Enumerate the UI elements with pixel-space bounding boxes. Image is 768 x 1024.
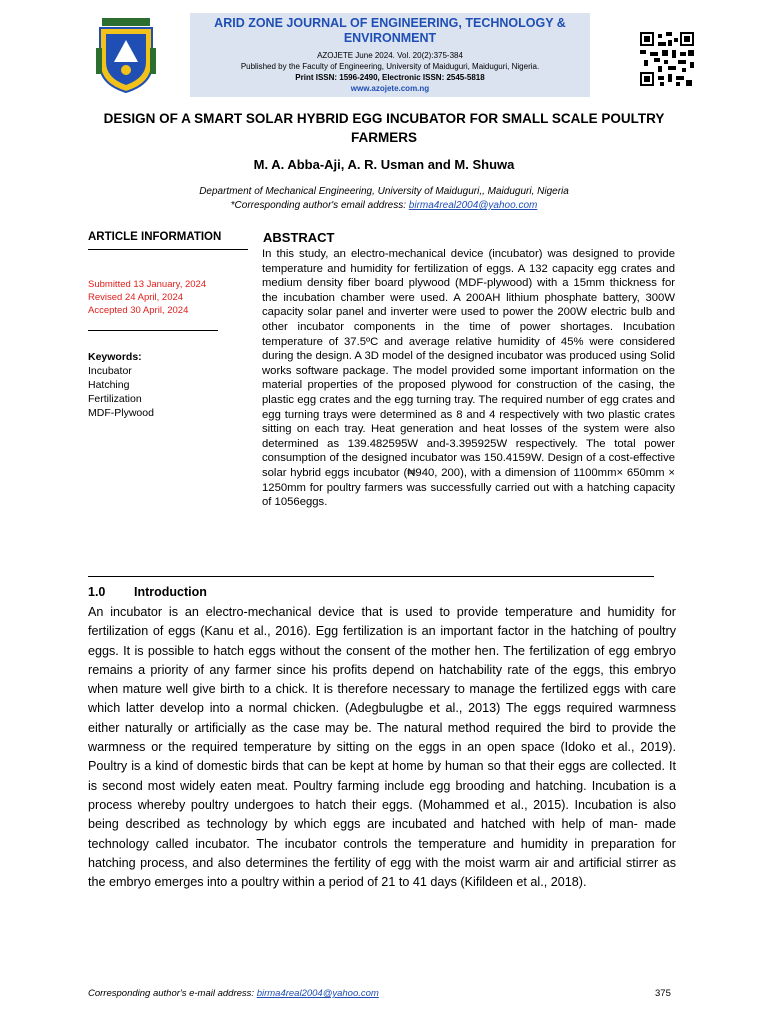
- introduction-heading: [88, 585, 207, 599]
- footer-email-link[interactable]: birma4real2004@yahoo.com: [256, 988, 379, 999]
- submitted-date: Submitted 13 January, 2024: [88, 279, 207, 290]
- journal-name: ARID ZONE JOURNAL OF ENGINEERING, TECHNOLOGY & ENVIRONMENT: [214, 16, 566, 45]
- abstract-rule: [88, 576, 654, 577]
- page-number: 375: [655, 988, 671, 999]
- footer-label: Corresponding author's e-mail address:: [88, 988, 255, 999]
- abstract-text: In this study, an electro-mechanical device (incubator) was designed to provide temperature and humidity for fertilization of eggs. A 132 capacity egg crates and medium density fiber board plywood (MDF-plywood) with a 15mm thickness for the incubation chamber were used. A 200AH lithium phosphate battery, 300W capacity solar panel and inverter were used to power the 200W electric bulb and other incubator components in the time of power shortages. Incubation temperature of 37.5ºC and average relative humidity of 45% were considered during the design. A 3D model of the designed incubator was produced using Solid works software package. The model provided some important information on the material properties of the proposed plywood for construction of the casing, the plastic egg crates and the egg turning tray. The required number of egg crates and egg turning trays were determined as 8 and 4 respectively with two plastic crates sitting on each tray. Heat generation and heat losses of the system were also determined as 139.482595W and-3.395925W respectively. The total power consumption of the designed incubator was 150.4159W. Design of a cost-effective solar hybrid eggs incubator (₦940, 200), with a dimension of 1100mm× 650mm × 1250mm for poultry farmers was successfully carried out with a hatching capacity of 1056eggs.: [262, 248, 675, 509]
- article-info-heading: ARTICLE INFORMATION: [88, 231, 222, 243]
- section-number: 1.0: [88, 585, 106, 599]
- corresponding-email-link[interactable]: birma4real2004@yahoo.com: [408, 200, 538, 211]
- qr-code-icon: [640, 32, 694, 86]
- header-meta: [190, 50, 590, 94]
- keyword-item: Incubator: [88, 365, 132, 377]
- revised-date: Revised 24 April, 2024: [88, 292, 184, 303]
- article-dates: [88, 278, 206, 317]
- affiliation-block: [80, 185, 688, 213]
- keyword-item: Fertilization: [88, 393, 142, 405]
- keywords-heading: Keywords:: [88, 351, 142, 363]
- keyword-item: Hatching: [88, 379, 130, 391]
- paper-title: DESIGN OF A SMART SOLAR HYBRID EGG INCUBATOR FOR SMALL SCALE POULTRY FARMERS: [103, 111, 665, 145]
- corresponding-line: [80, 199, 688, 213]
- journal-url[interactable]: www.azojete.com.ng: [350, 84, 430, 93]
- introduction-text: An incubator is an electro-mechanical device that is used to provide temperature and humidity for fertilization of eggs (Kanu et al., 2016). Egg fertilization is an important factor in the hatching of poultry eggs. It is possible to hatch eggs without the consent of the mother hen. The fertilization of egg embryo remains a priority of any farmer since his profits depend on hatchability rate of the eggs, this embryo when mature well give birth to a chick. It is therefore necessary to manage the fertilized eggs with care which latter develop into a normal chicken. (Adegbulugbe et al., 2013) The eggs required warmness either naturally or artificially as the case may be. The natural method required the bird to provide the warmness or the required temperature by sitting on the eggs in an open space (Idoko et al., 2019). Poultry is a kind of domestic birds that can be kept at home by human so that their eggs are collected. It is second most widely eaten meat. Poultry farming include egg brooding and hatching. Incubation is a process whereby poultry undergoes to hatch their eggs. (Mohammed et al., 2015). Incubation is also being described as technology by which eggs are incubated and hatched with help of man- made technology called incubator. The incubator controls the temperature and humidity in preparation for hatching process, and also determines the fertility of egg with the moist warm air and artificial stirrer as the embryo emerges into a poultry within a period of 21 to 41 days (Kifildeen et al., 2018).: [88, 605, 676, 890]
- affiliation: Department of Mechanical Engineering, University of Maiduguri,, Maiduguri, Nigeria: [199, 186, 569, 197]
- section-title: Introduction: [134, 585, 207, 599]
- issn-info: Print ISSN: 1596-2490, Electronic ISSN: 2545-5818: [295, 73, 485, 82]
- publisher-info: Published by the Faculty of Engineering, University of Maiduguri, Maiduguri, Nigeria.: [240, 62, 540, 71]
- article-info-rule-bottom: [88, 330, 218, 331]
- article-info-rule-top: [88, 249, 248, 250]
- university-crest-icon: [96, 18, 156, 94]
- keyword-item: MDF-Plywood: [88, 407, 154, 419]
- issue-info: AZOJETE June 2024. Vol. 20(2):375-384: [317, 51, 463, 60]
- accepted-date: Accepted 30 April, 2024: [88, 305, 189, 316]
- corresponding-label: *Corresponding author's email address:: [230, 200, 406, 211]
- keywords-block: [88, 350, 154, 420]
- abstract-heading: ABSTRACT: [263, 230, 335, 245]
- footer-note: [88, 988, 379, 999]
- paper-authors: M. A. Abba-Aji, A. R. Usman and M. Shuwa: [253, 157, 515, 172]
